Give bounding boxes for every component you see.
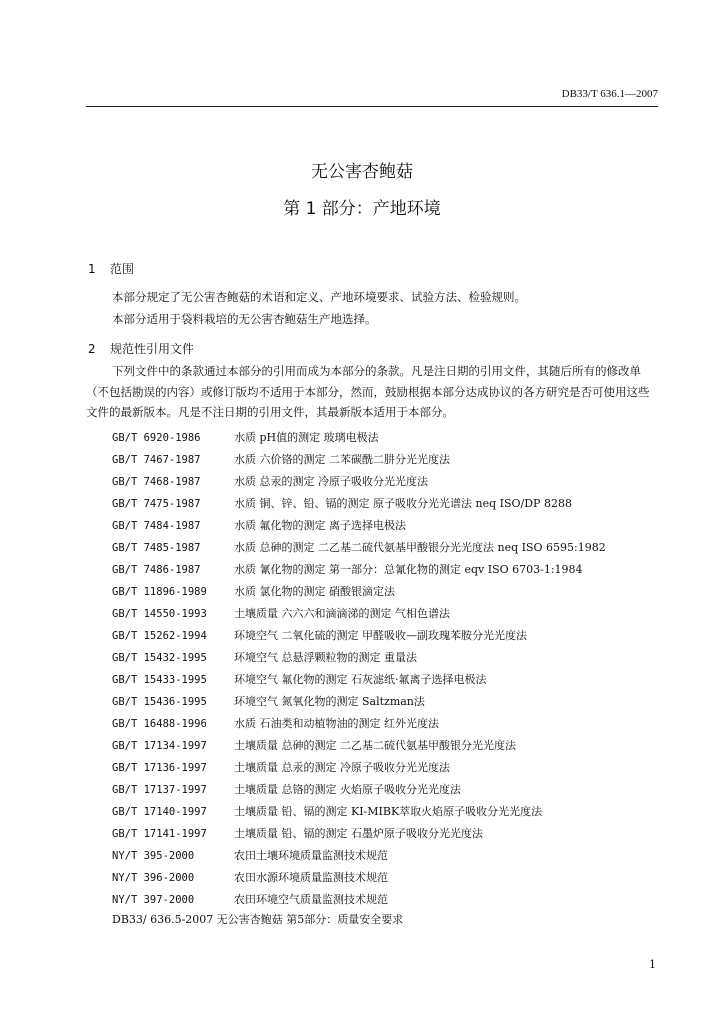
reference-item: [112, 448, 606, 470]
reference-item: [112, 800, 606, 822]
reference-item: [112, 602, 606, 624]
normative-reference-list: [112, 426, 606, 910]
reference-title: 土壤质量 铅、镉的测定 KI-MIBK萃取火焰原子吸收分光光度法: [234, 805, 543, 818]
reference-item: [112, 734, 606, 756]
reference-item: [112, 514, 606, 536]
reference-code: GB/T 11896-1989: [112, 586, 207, 598]
reference-code: GB/T 17134-1997: [112, 740, 207, 752]
reference-item: [112, 690, 606, 712]
reference-title: 水质 氯化物的测定 硝酸银滴定法: [234, 585, 395, 598]
reference-title: 农田环境空气质量监测技术规范: [234, 893, 388, 906]
reference-title: 水质 总砷的测定 二乙基二硫代氨基甲酸银分光光度法 neq ISO 6595:1982: [234, 541, 606, 554]
scope-paragraph: 本部分适用于袋料栽培的无公害杏鲍菇生产地选择。: [112, 312, 377, 326]
reference-title: 土壤质量 六六六和滴滴涕的测定 气相色谱法: [234, 607, 450, 620]
reference-title: 水质 总汞的测定 冷原子吸收分光光度法: [234, 475, 428, 488]
reference-item: [112, 712, 606, 734]
reference-item: [112, 822, 606, 844]
reference-item: [112, 646, 606, 668]
reference-item: [112, 844, 606, 866]
reference-item: [112, 668, 606, 690]
reference-code: GB/T 7475-1987: [112, 498, 201, 510]
section-heading-scope: [88, 260, 134, 277]
header-divider: [86, 106, 658, 107]
reference-code: NY/T 396-2000: [112, 872, 195, 884]
scope-paragraph: 本部分规定了无公害杏鲍菇的术语和定义、产地环境要求、试验方法、检验规则。: [112, 290, 526, 304]
reference-code: GB/T 16488-1996: [112, 718, 207, 730]
section-title: 规范性引用文件: [110, 342, 195, 356]
reference-item: [112, 778, 606, 800]
reference-title: 农田水源环境质量监测技术规范: [234, 871, 388, 884]
reference-code: GB/T 7467-1987: [112, 454, 201, 466]
reference-title: 环境空气 氮氧化物的测定 Saltzman法: [234, 695, 425, 708]
reference-title: 水质 pH值的测定 玻璃电极法: [234, 431, 379, 444]
reference-item: [112, 624, 606, 646]
section-number: 2: [88, 342, 96, 356]
reference-title: 环境空气 氟化物的测定 石灰滤纸·氟离子选择电极法: [234, 673, 487, 686]
reference-item: [112, 558, 606, 580]
reference-code: GB/T 15436-1995: [112, 696, 207, 708]
document-title: 无公害杏鲍菇: [311, 162, 413, 182]
reference-item: [112, 866, 606, 888]
reference-title: 水质 石油类和动植物油的测定 红外光度法: [234, 717, 439, 730]
section-number: 1: [88, 262, 96, 276]
reference-title: 水质 氰化物的测定 第一部分：总氰化物的测定 eqv ISO 6703-1:1984: [234, 563, 583, 576]
reference-title: 环境空气 二氧化硫的测定 甲醛吸收—副玫瑰苯胺分光光度法: [234, 629, 527, 642]
reference-item: [112, 756, 606, 778]
reference-title: 土壤质量 总汞的测定 冷原子吸收分光光度法: [234, 761, 450, 774]
standard-code: DB33/T 636.1—2007: [561, 88, 658, 100]
reference-item: DB33/ 636.5-2007 无公害杏鲍菇 第5部分：质量安全要求: [112, 913, 404, 926]
reference-code: GB/T 15262-1994: [112, 630, 207, 642]
reference-code: GB/T 17140-1997: [112, 806, 207, 818]
reference-title: 环境空气 总悬浮颗粒物的测定 重量法: [234, 651, 417, 664]
reference-item: [112, 888, 606, 910]
reference-title: 土壤质量 总砷的测定 二乙基二硫代氨基甲酸银分光光度法: [234, 739, 516, 752]
section-title: 范围: [110, 262, 135, 276]
reference-title: 农田土壤环境质量监测技术规范: [234, 849, 388, 862]
reference-code: GB/T 17136-1997: [112, 762, 207, 774]
reference-code: GB/T 17137-1997: [112, 784, 207, 796]
reference-title: 水质 六价铬的测定 二苯碳酰二肼分光光度法: [234, 453, 450, 466]
page-number: 1: [649, 958, 656, 971]
reference-code: NY/T 395-2000: [112, 850, 195, 862]
references-intro-paragraph: 下列文件中的条款通过本部分的引用而成为本部分的条款。凡是注日期的引用文件，其随后所有的修改单（不包括勘误的内容）或修订版均不适用于本部分，然而，鼓励根据本部分达成协议的各方研究是否可使用这些文件的最新版本。凡是不注日期的引用文件，其最新版本适用于本部分。: [86, 364, 650, 419]
document-subtitle: 第 1 部分：产地环境: [283, 199, 441, 219]
reference-title: 水质 铜、锌、铅、镉的测定 原子吸收分光光谱法 neq ISO/DP 8288: [234, 497, 572, 510]
reference-code: NY/T 397-2000: [112, 894, 195, 906]
section-heading-references: [88, 340, 194, 357]
reference-code: GB/T 7485-1987: [112, 542, 201, 554]
reference-code: GB/T 15432-1995: [112, 652, 207, 664]
reference-item: [112, 580, 606, 602]
reference-item: [112, 426, 606, 448]
reference-code: GB/T 15433-1995: [112, 674, 207, 686]
reference-code: GB/T 17141-1997: [112, 828, 207, 840]
reference-code: GB/T 14550-1993: [112, 608, 207, 620]
reference-item: [112, 492, 606, 514]
reference-code: GB/T 6920-1986: [112, 432, 201, 444]
reference-title: 水质 氟化物的测定 离子选择电极法: [234, 519, 406, 532]
reference-code: GB/T 7468-1987: [112, 476, 201, 488]
reference-item: [112, 470, 606, 492]
reference-title: 土壤质量 总铬的测定 火焰原子吸收分光光度法: [234, 783, 461, 796]
reference-code: GB/T 7484-1987: [112, 520, 201, 532]
reference-title: 土壤质量 铅、镉的测定 石墨炉原子吸收分光光度法: [234, 827, 483, 840]
reference-code: GB/T 7486-1987: [112, 564, 201, 576]
reference-item: [112, 536, 606, 558]
